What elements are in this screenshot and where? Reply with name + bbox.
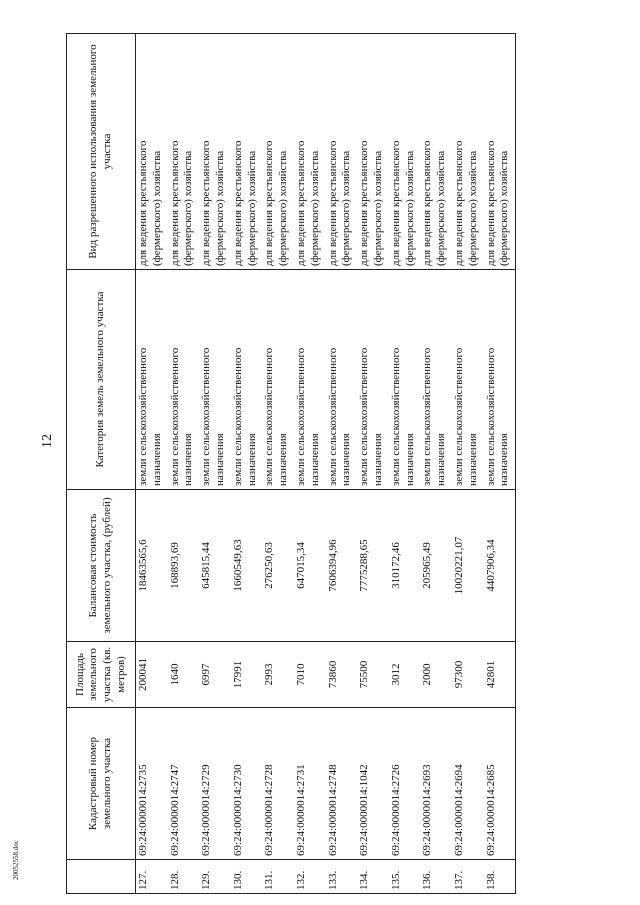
permitted-use-cell-line: (фермерского) хозяйства [308,150,321,266]
area-cell: 73860 [326,642,358,708]
permitted-use-cell [326,34,358,270]
header-cadastral-number: Кадастровый номер земельного участка [67,708,136,860]
header-permitted-use: Вид разрешенного использования земельного участка [67,34,136,270]
cadastral-number-cell: 69:24:0000014:2731 [294,708,326,860]
permitted-use-cell-line: для ведения крестьянского [231,140,244,266]
area-cell: 3012 [389,642,421,708]
cadastral-number-cell: 69:24:0000014:2726 [389,708,421,860]
land-category-cell-line: земли сельскохозяйственного [294,347,307,486]
balance-value-cell: 4407906,34 [484,490,516,642]
area-cell: 200041 [136,642,168,708]
permitted-use-cell [452,34,484,270]
permitted-use-cell-line: для ведения крестьянского [326,140,339,266]
balance-value-cell: 168893,69 [168,490,200,642]
land-category-cell [357,270,389,490]
table-row [389,34,421,894]
land-category-cell-line: земли сельскохозяйственного [326,347,339,486]
header-land-category: Категория земель земельного участка [67,270,136,490]
table-row [484,34,516,894]
permitted-use-cell-line: (фермерского) хозяйства [277,150,290,266]
area-cell: 2993 [262,642,294,708]
balance-value-cell: 1660549,63 [231,490,263,642]
land-category-cell-line: земли сельскохозяйственного [137,347,149,486]
permitted-use-cell-line: (фермерского) хозяйства [371,150,384,266]
permitted-use-cell-line: для ведения крестьянского [137,140,149,266]
document-code: 20052558.doc [12,840,20,880]
balance-value-cell: 18463565,6 [136,490,168,642]
land-category-cell-line: назначения [435,433,448,486]
permitted-use-cell-line: для ведения крестьянского [421,140,434,266]
permitted-use-cell-line: для ведения крестьянского [484,140,497,266]
permitted-use-cell-line: (фермерского) хозяйства [245,150,258,266]
row-number: 130. [231,860,263,894]
row-number: 132. [294,860,326,894]
land-category-cell [484,270,516,490]
permitted-use-cell-line: для ведения крестьянского [452,140,465,266]
area-cell: 2000 [420,642,452,708]
land-category-cell-line: земли сельскохозяйственного [263,347,276,486]
page-number: 12 [40,434,55,448]
area-cell: 1640 [168,642,200,708]
area-cell: 75500 [357,642,389,708]
permitted-use-cell-line: для ведения крестьянского [294,140,307,266]
balance-value-cell: 205965,49 [420,490,452,642]
land-category-cell-line: земли сельскохозяйственного [358,347,371,486]
balance-value-cell: 310172,46 [389,490,421,642]
land-category-cell [294,270,326,490]
area-cell: 6997 [199,642,231,708]
cadastral-number-cell: 69:24:0000014:2747 [168,708,200,860]
table-row [420,34,452,894]
table-row [452,34,484,894]
cadastral-number-cell: 69:24:0000014:2735 [136,708,168,860]
land-category-cell-line: назначения [403,433,416,486]
row-number: 129. [199,860,231,894]
header-area: Площадь земельного участка (кв. метров) [67,642,136,708]
permitted-use-cell-line: для ведения крестьянского [168,140,181,266]
table-row [231,34,263,894]
cadastral-number-cell: 69:24:0000014:2748 [326,708,358,860]
permitted-use-cell [484,34,516,270]
land-category-cell [136,270,168,490]
row-number: 128. [168,860,200,894]
permitted-use-cell [294,34,326,270]
land-category-cell [326,270,358,490]
header-balance-value: Балансовая стоимость земельного участка, (рублей) [67,490,136,642]
land-category-cell-line: назначения [371,433,384,486]
land-category-cell [389,270,421,490]
permitted-use-cell [136,34,168,270]
cadastral-number-cell: 69:24:0000014:2694 [452,708,484,860]
header-number [67,860,136,894]
row-number: 137. [452,860,484,894]
rotated-table-wrapper [66,34,536,894]
permitted-use-cell-line: для ведения крестьянского [358,140,371,266]
land-category-cell-line: назначения [308,433,321,486]
row-number: 131. [262,860,294,894]
land-category-cell-line: назначения [498,433,511,486]
table-row [199,34,231,894]
permitted-use-cell [420,34,452,270]
permitted-use-cell-line: (фермерского) хозяйства [435,150,448,266]
permitted-use-cell [168,34,200,270]
land-category-cell-line: назначения [340,433,353,486]
cadastral-number-cell: 69:24:0000014:1042 [357,708,389,860]
balance-value-cell: 647015,34 [294,490,326,642]
land-category-cell [231,270,263,490]
permitted-use-cell-line: (фермерского) хозяйства [213,150,226,266]
table-body [136,34,516,894]
permitted-use-cell-line: для ведения крестьянского [200,140,213,266]
permitted-use-cell [357,34,389,270]
land-category-cell [199,270,231,490]
land-category-cell-line: земли сельскохозяйственного [484,347,497,486]
permitted-use-cell [389,34,421,270]
land-category-cell-line: земли сельскохозяйственного [168,347,181,486]
permitted-use-cell-line: (фермерского) хозяйства [150,150,163,266]
row-number: 127. [136,860,168,894]
balance-value-cell: 276250,63 [262,490,294,642]
table-row [262,34,294,894]
table-row [136,34,168,894]
cadastral-number-cell: 69:24:0000014:2729 [199,708,231,860]
cadastral-number-cell: 69:24:0000014:2693 [420,708,452,860]
permitted-use-cell-line: (фермерского) хозяйства [340,150,353,266]
table-row [294,34,326,894]
land-category-cell [168,270,200,490]
land-category-cell [452,270,484,490]
permitted-use-cell-line: (фермерского) хозяйства [403,150,416,266]
balance-value-cell: 7606394,96 [326,490,358,642]
land-category-cell-line: земли сельскохозяйственного [421,347,434,486]
table-row [357,34,389,894]
permitted-use-cell [262,34,294,270]
area-cell: 17991 [231,642,263,708]
land-category-cell-line: назначения [245,433,258,486]
permitted-use-cell-line: (фермерского) хозяйства [498,150,511,266]
permitted-use-cell-line: (фермерского) хозяйства [182,150,195,266]
table-header-row [67,34,136,894]
land-category-cell-line: земли сельскохозяйственного [452,347,465,486]
permitted-use-cell-line: для ведения крестьянского [263,140,276,266]
land-category-cell-line: земли сельскохозяйственного [231,347,244,486]
land-category-cell-line: земли сельскохозяйственного [200,347,213,486]
permitted-use-cell [231,34,263,270]
balance-value-cell: 7775288,65 [357,490,389,642]
table-row [326,34,358,894]
permitted-use-cell-line: (фермерского) хозяйства [466,150,479,266]
row-number: 135. [389,860,421,894]
row-number: 136. [420,860,452,894]
row-number: 134. [357,860,389,894]
land-category-cell-line: назначения [213,433,226,486]
land-category-cell [262,270,294,490]
balance-value-cell: 645815,44 [199,490,231,642]
row-number: 138. [484,860,516,894]
area-cell: 7010 [294,642,326,708]
area-cell: 42801 [484,642,516,708]
land-category-cell-line: назначения [182,433,195,486]
cadastral-number-cell: 69:24:0000014:2730 [231,708,263,860]
permitted-use-cell-line: для ведения крестьянского [389,140,402,266]
balance-value-cell: 10020221,07 [452,490,484,642]
land-category-cell-line: назначения [150,433,163,486]
cadastral-number-cell: 69:24:0000014:2685 [484,708,516,860]
land-plots-table [66,33,516,894]
table-row [168,34,200,894]
land-category-cell-line: земли сельскохозяйственного [389,347,402,486]
permitted-use-cell [199,34,231,270]
land-category-cell-line: назначения [277,433,290,486]
cadastral-number-cell: 69:24:0000014:2728 [262,708,294,860]
area-cell: 97300 [452,642,484,708]
row-number: 133. [326,860,358,894]
land-category-cell [420,270,452,490]
land-category-cell-line: назначения [466,433,479,486]
